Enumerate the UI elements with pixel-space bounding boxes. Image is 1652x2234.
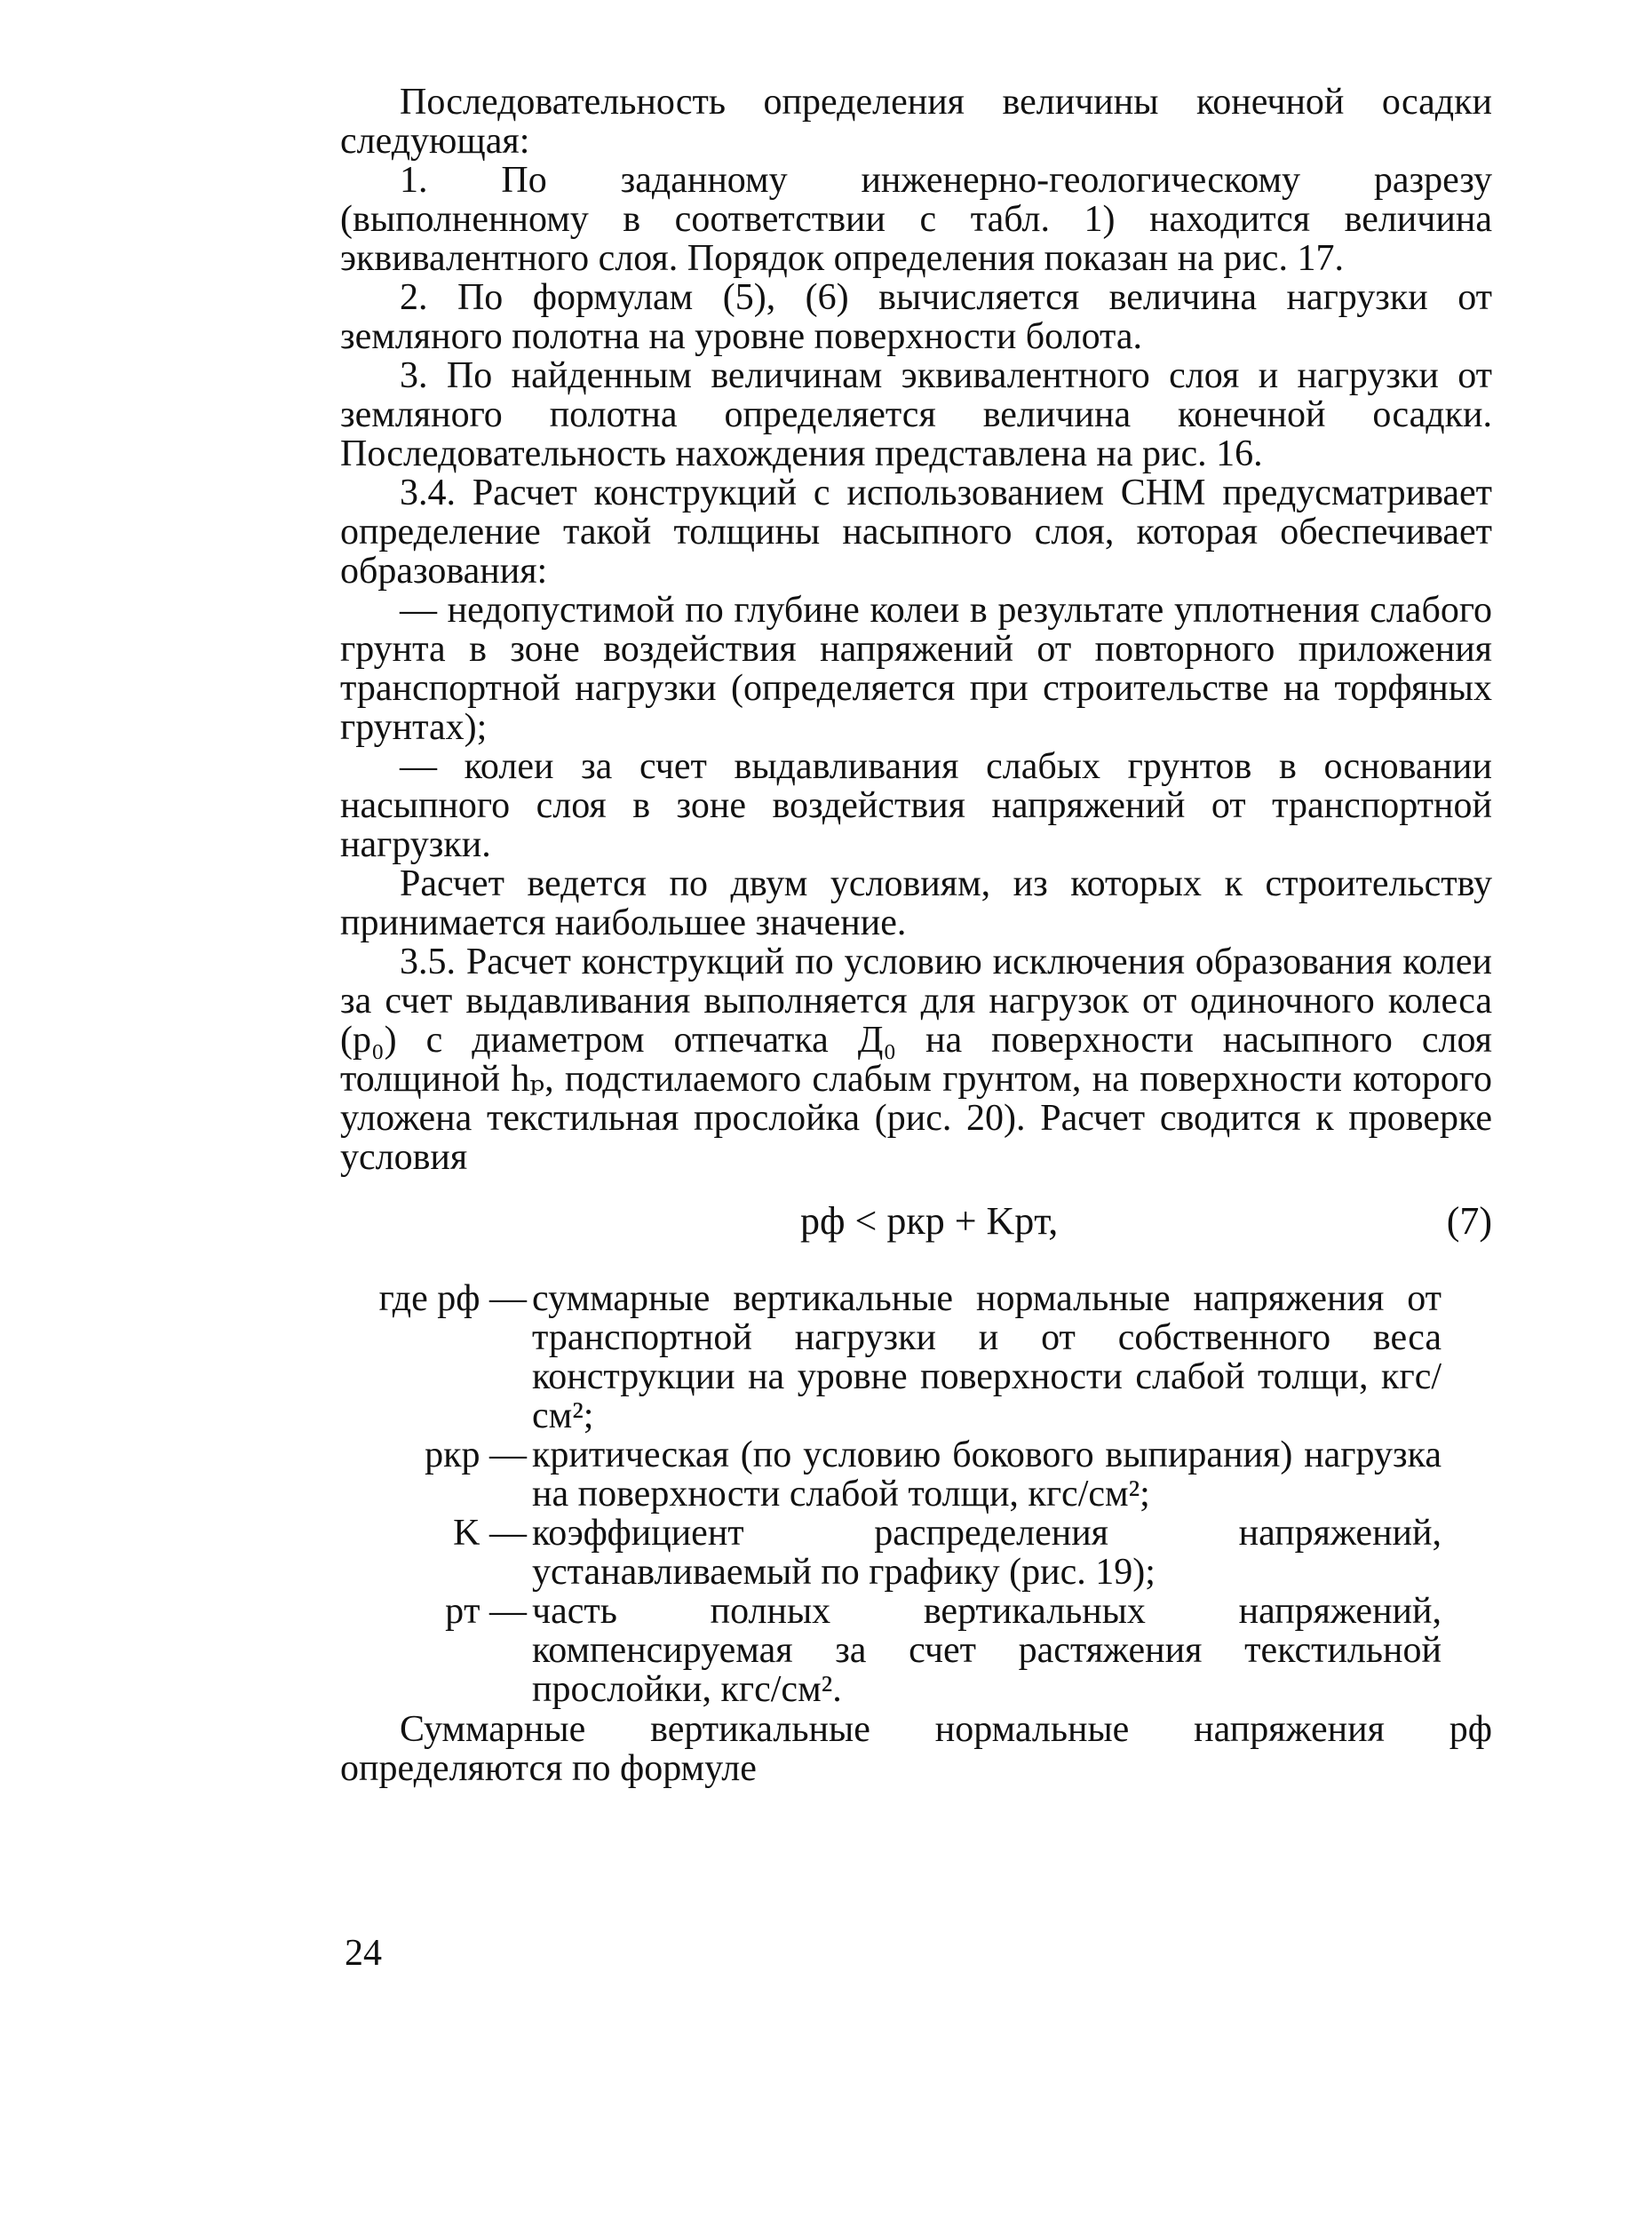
definition-symbol: pт — [445,1591,527,1632]
definition-text: суммарные вертикальные нормальные напряжения от транспортной нагрузки и от собственного веса конструкции на уровне поверхности слабой толщи, кгс/см²; [532,1278,1442,1436]
equation-7 [340,1195,1492,1248]
paragraph-closing: Суммарные вертикальные нормальные напряжения pф определяются по формуле [340,1709,1492,1789]
paragraph-step-2: 2. По формулам (5), (6) вычисляется величина нагрузки от земляного полотна на уровне поверхности болота. [340,277,1492,357]
definitions-list [340,1279,1495,1709]
definition-text: критическая (по условию бокового выпирания) нагрузка на поверхности слабой толщи, кгс/см²; [532,1435,1442,1515]
definition-item [340,1592,1495,1709]
paragraph-conditions: Расчет ведется по двум условиям, из которых к строительству принимается наибольшее значение. [340,863,1492,943]
equation-body: pф < pкр + Kpт, [800,1199,1059,1243]
definition-item [340,1435,1495,1514]
definition-text: коэффициент распределения напряжений, устанавливаемый по графику (рис. 19); [532,1513,1442,1593]
definition-symbol: где pф — [378,1278,527,1319]
definition-item [340,1514,1495,1592]
paragraph-step-3: 3. По найденным величинам эквивалентного слоя и нагрузки от земляного полотна определяется величина конечной осадки. Последовательность нахождения представлена на рис. 16. [340,355,1492,474]
definition-text: часть полных вертикальных напряжений, компенсируемая за счет растяжения текстильной прослойки, кгс/см². [532,1591,1442,1710]
paragraph-3-5: 3.5. Расчет конструкций по условию исключения образования колеи за счет выдавливания выполняется для нагрузок от одиночного колеса (p₀) с диаметром отпечатка Д₀ на поверхности насыпного слоя толщиной hₚ, подстилаемого слабым грунтом, на поверхности которого уложена текстильная прослойка (рис. 20). Расчет сводится к проверке условия [340,942,1492,1178]
paragraph-step-1: 1. По заданному инженерно-геологическому разрезу (выполненному в соответствии с табл. 1) находится величина эквивалентного слоя. Порядок определения показан на рис. 17. [340,160,1492,279]
paragraph-dash-2: — колеи за счет выдавливания слабых грунтов в основании насыпного слоя в зоне воздействия напряжений от транспортной нагрузки. [340,746,1492,865]
paragraph-3-4: 3.4. Расчет конструкций с использованием СНМ предусматривает определение такой толщины насыпного слоя, которая обеспечивает образования: [340,473,1492,592]
definition-item [340,1279,1495,1435]
equation-number: (7) [1446,1199,1492,1243]
paragraph-dash-1: — недопустимой по глубине колеи в результате уплотнения слабого грунта в зоне воздействия напряжений от повторного приложения транспортной нагрузки (определяется при строительстве на торфяных грунтах); [340,590,1492,748]
paragraph-intro: Последовательность определения величины конечной осадки следующая: [340,82,1492,162]
page-number: 24 [345,1933,382,1974]
definition-symbol: pкр — [425,1435,527,1475]
definition-symbol: K — [453,1513,527,1554]
